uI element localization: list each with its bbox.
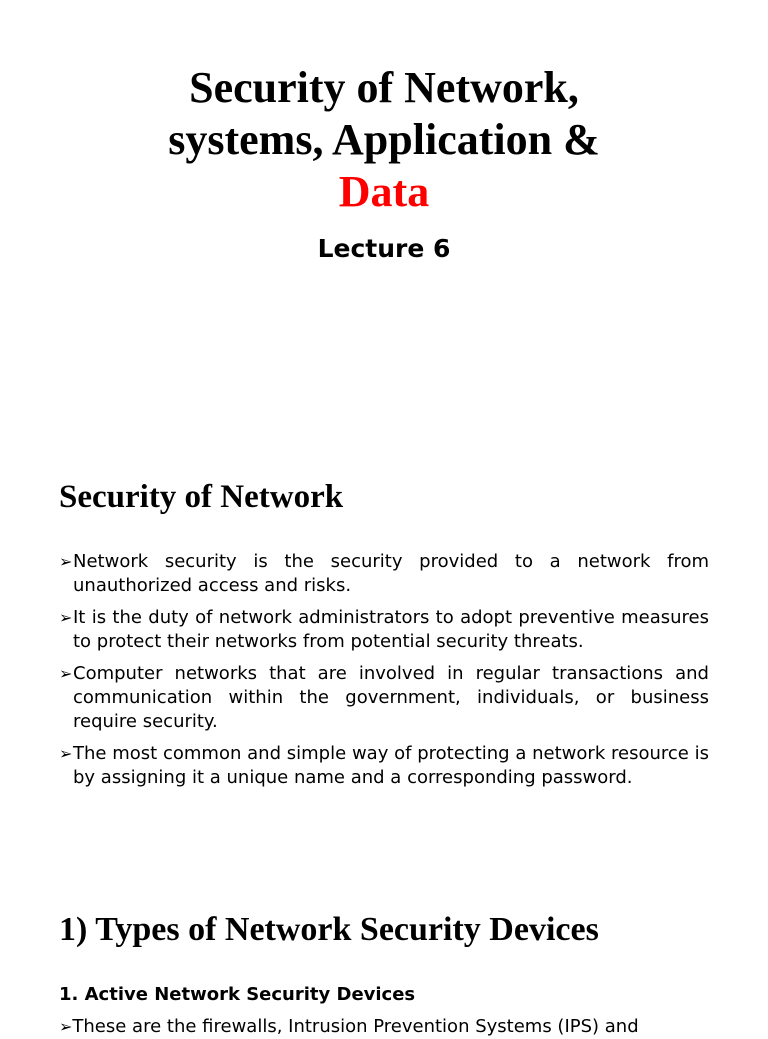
bullet-item xyxy=(59,662,709,734)
bullet-text: Network security is the security provided to a network from unauthorized access and risks. xyxy=(73,551,709,596)
arrow-bullet-icon: ➢ xyxy=(59,744,73,763)
arrow-bullet-icon: ➢ xyxy=(59,1017,73,1036)
bullet-text: The most common and simple way of protecting a network resource is by assigning it a unique name and a corresponding password. xyxy=(73,743,709,788)
partial-bullet-line xyxy=(59,1015,709,1037)
title-line-2: systems, Application & xyxy=(168,115,600,164)
bullet-text: Computer networks that are involved in regular transactions and communication within the government, individuals, or business require security. xyxy=(73,663,709,732)
bullet-item xyxy=(59,742,709,790)
title-line-3: Data xyxy=(338,167,430,216)
bullet-item xyxy=(59,606,709,654)
lecture-number: Lecture 6 xyxy=(317,234,451,263)
subsection-heading: 1. Active Network Security Devices xyxy=(59,984,416,1005)
arrow-bullet-icon: ➢ xyxy=(59,608,73,627)
section-heading: Security of Network xyxy=(59,479,344,515)
partial-bullet-text: These are the firewalls, Intrusion Prevention Systems (IPS) and xyxy=(72,1016,639,1037)
section-heading: 1) Types of Network Security Devices xyxy=(59,911,599,948)
bullet-text: It is the duty of network administrators to adopt preventive measures to protect their networks from potential security threats. xyxy=(73,607,709,652)
title-line-1: Security of Network, xyxy=(189,63,579,112)
lecture-title xyxy=(0,62,768,218)
arrow-bullet-icon: ➢ xyxy=(59,664,73,683)
bullet-list xyxy=(59,550,709,798)
arrow-bullet-icon: ➢ xyxy=(59,552,73,571)
bullet-item xyxy=(59,550,709,598)
